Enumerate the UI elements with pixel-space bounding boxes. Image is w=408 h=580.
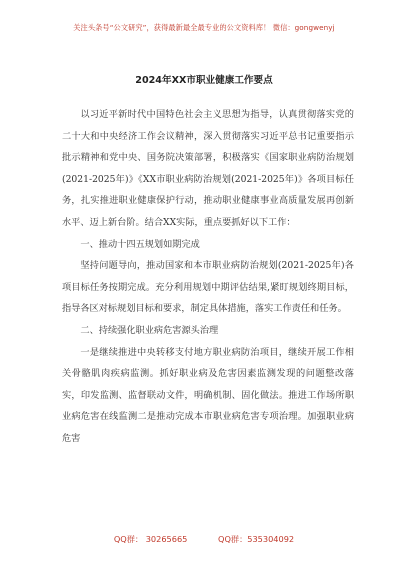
section-heading-2: 二、持续强化职业病危害源头治理: [80, 324, 219, 336]
footer-qq-group-2: QQ群：535304092: [218, 534, 295, 544]
section-heading-1: 一、推动十四五规划如期完成: [80, 238, 200, 250]
header-note: 关注头条号“公文研究”，获得最新最全最专业的公文资料库！ 微信：gongwenyj: [73, 23, 335, 32]
footer-qq-group-1: QQ群： 30265665: [113, 534, 188, 544]
paragraph-section-1: 坚持问题导向，推动国家和本市职业病防治规划(2021-2025年)各项目标任务按期完成。充分利用规划中期评估结果,紧盯规划终期目标，指导各区对标规划目标和要求，制定具体措施，落实工作责任和任务。: [62, 260, 354, 315]
document-title: 2024年XX市职业健康工作要点: [135, 75, 273, 86]
footer: [0, 534, 408, 545]
document-body: [62, 104, 354, 450]
paragraph-section-2: 一是继续推进中央转移支付地方职业病防治项目，继续开展工作相关骨骼肌肉疾病监测。抓好职业病及危害因素监测发现的问题整改落实，印发监测、监督联动文件，明确机制、固化做法。推进工作场所职业病危害在线监测二是推动完成本市职业病危害专项治理。加强职业病危害: [62, 346, 354, 444]
paragraph-intro: 以习近平新时代中国特色社会主义思想为指导，认真贯彻落实党的二十大和中央经济工作会议精神，深入贯彻落实习近平总书记重要指示批示精神和党中央、国务院决策部署，积极落实《国家职业病防治规划(2021-2025年)》《XX市职业病防治规划(2021-2025年)》各项目标任务，扎实推进职业健康保护行动，推动职业健康事业高质量发展再创新水平、迈上新台阶。结合XX实际，重点要抓好以下工作：: [62, 109, 354, 228]
